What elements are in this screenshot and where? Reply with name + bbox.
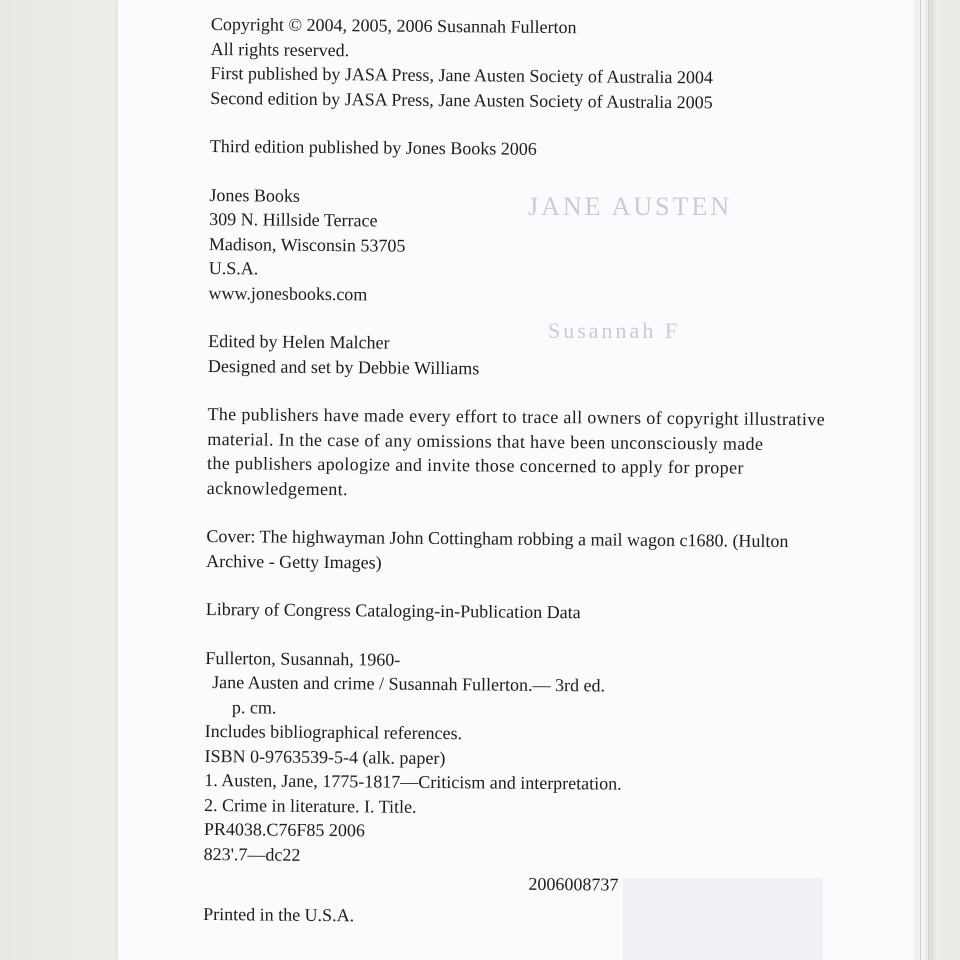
rights-line: All rights reserved. [210, 38, 350, 60]
publisher-name: Jones Books [209, 184, 301, 206]
cip-lccn: 2006008737 [528, 873, 619, 895]
cip-record [203, 645, 885, 899]
background-surface [0, 0, 120, 960]
third-edition-line: Third edition published by Jones Books 2006 [209, 135, 537, 159]
notice-line: The publishers have made every effort to trace all owners of copyright illustrative [207, 403, 826, 430]
copyright-line: Copyright © 2004, 2005, 2006 Susannah Fullerton [210, 13, 577, 38]
notice-line: the publishers apologize and invite those concerned to apply for proper [206, 452, 744, 478]
publisher-website: www.jonesbooks.com [208, 282, 368, 304]
copyright-block [210, 12, 891, 116]
publisher-street: 309 N. Hillside Terrace [209, 208, 378, 231]
show-through-text: JANE AUSTEN [528, 192, 733, 221]
third-edition-block [210, 134, 890, 164]
cip-bibliography: Includes bibliographical references. [204, 720, 463, 744]
cover-credit-line: Archive - Getty Images) [206, 550, 382, 573]
cip-subject-2: 2. Crime in literature. I. Title. [203, 794, 417, 817]
cip-title: Jane Austen and crime / Susannah Fullerton.— 3rd ed. [212, 672, 606, 696]
page-edges [914, 0, 938, 960]
publisher-address [208, 182, 889, 310]
cip-isbn: ISBN 0-9763539-5-4 (alk. paper) [204, 745, 446, 768]
second-edition-line: Second edition by JASA Press, Jane Austen Society of Australia 2005 [210, 87, 713, 112]
first-edition-line: First published by JASA Press, Jane Austen Society of Australia 2004 [210, 62, 714, 88]
copyright-page-text [203, 12, 891, 932]
cover-credit [206, 524, 886, 579]
publisher-city: Madison, Wisconsin 53705 [208, 233, 406, 256]
cip-pages: p. cm. [231, 696, 277, 718]
cip-author: Fullerton, Susannah, 1960- [205, 647, 401, 670]
designer-line: Designed and set by Debbie Williams [207, 355, 480, 378]
notice-line: material. In the case of any omissions that have been unconsciously made [207, 428, 764, 454]
show-through-text-2: Susannah F [548, 318, 681, 343]
permissions-notice [207, 402, 888, 506]
cover-credit-line: Cover: The highwayman John Cottingham robbing a mail wagon c1680. (Hulton [206, 525, 789, 552]
editor-line: Edited by Helen Malcher [208, 330, 390, 353]
publisher-country: U.S.A. [208, 257, 259, 279]
cip-call-number: PR4038.C76F85 2006 [203, 818, 365, 841]
cip-subject-1: 1. Austen, Jane, 1775-1817—Criticism and interpretation. [204, 769, 622, 794]
notice-line: acknowledgement. [206, 477, 348, 499]
credits-block [208, 329, 888, 384]
cip-heading-block [206, 597, 886, 627]
printed-in-line: Printed in the U.S.A. [203, 903, 355, 925]
cip-heading: Library of Congress Cataloging-in-Publication Data [205, 598, 581, 623]
cip-dewey: 823'.7—dc22 [203, 843, 301, 865]
